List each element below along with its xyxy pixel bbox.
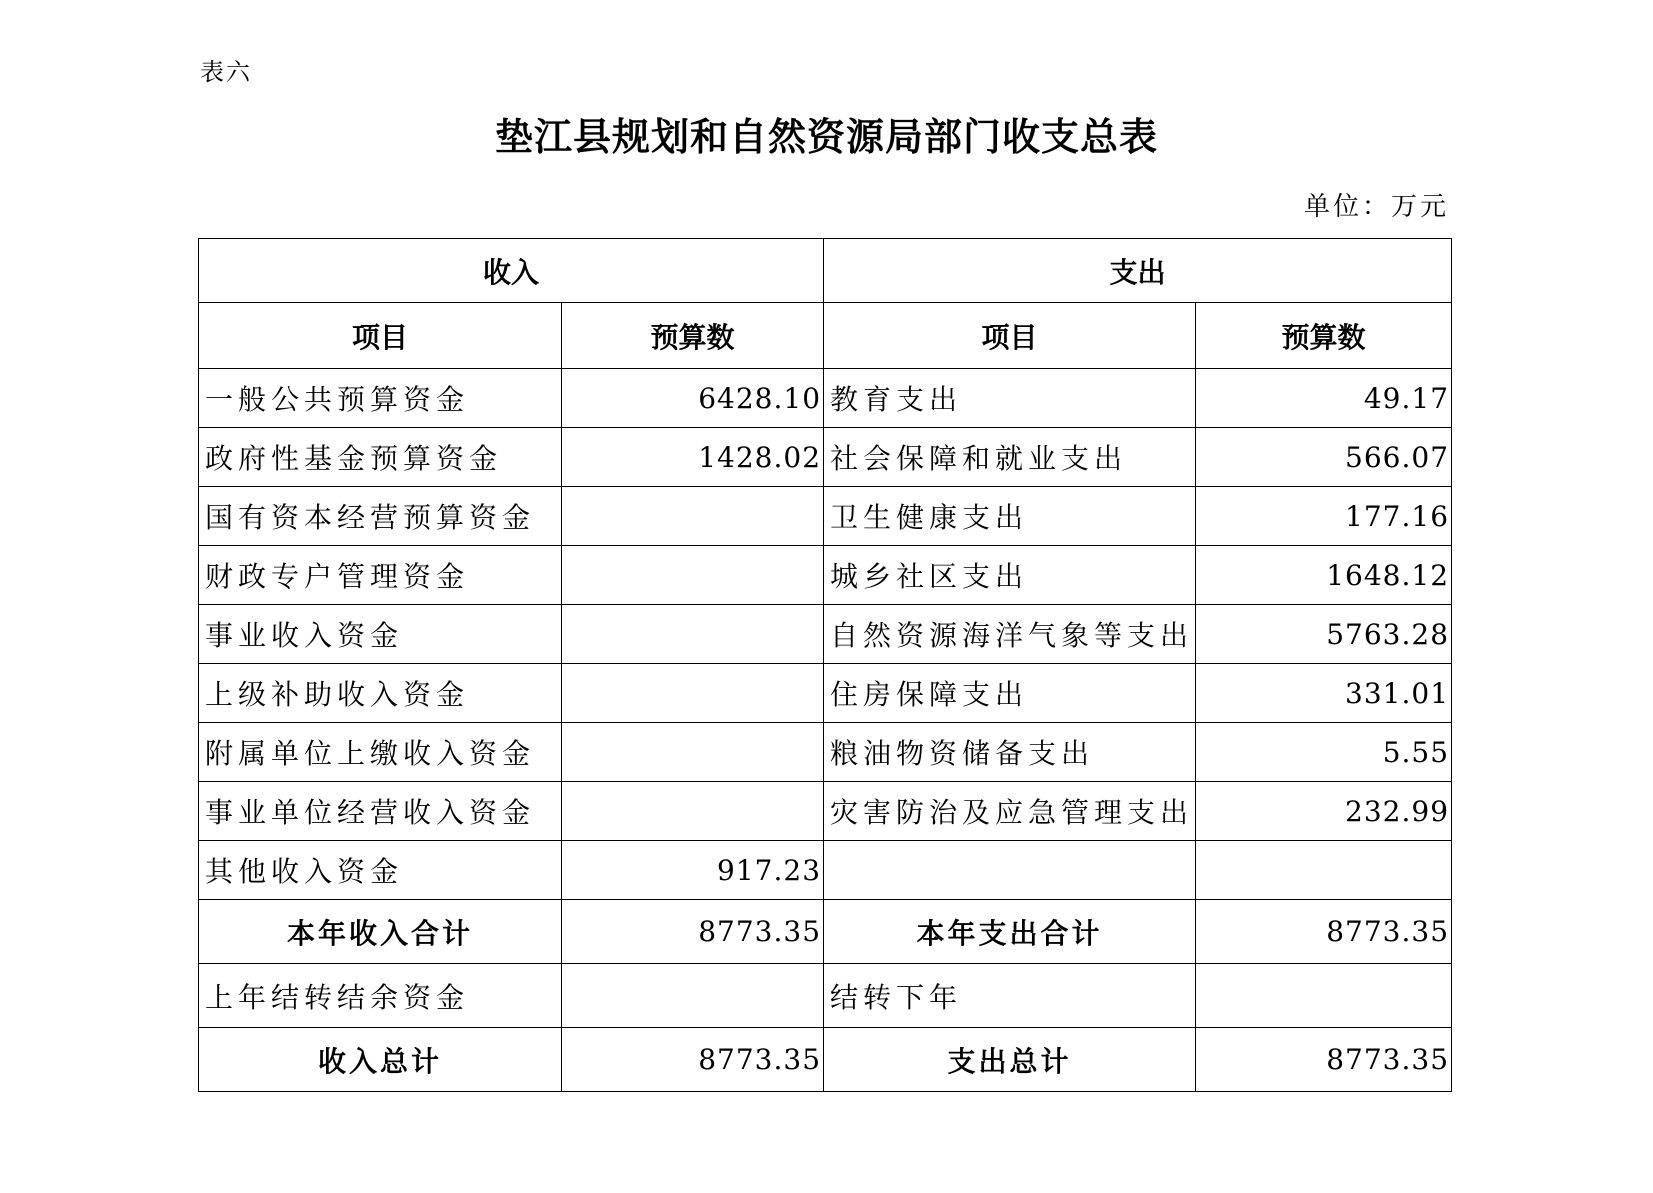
carryover-income-value (562, 964, 824, 1028)
income-item-cell: 一般公共预算资金 (199, 369, 562, 428)
income-value-cell: 6428.10 (562, 369, 824, 428)
grand-expense-total-value: 8773.35 (1196, 1028, 1452, 1092)
table-row (199, 782, 1452, 841)
table-row (199, 664, 1452, 723)
income-item-cell: 附属单位上缴收入资金 (199, 723, 562, 782)
table-row (199, 487, 1452, 546)
year-total-row (199, 900, 1452, 964)
income-item-cell: 财政专户管理资金 (199, 546, 562, 605)
table-row (199, 546, 1452, 605)
expense-group-header: 支出 (824, 239, 1452, 303)
expense-budget-header: 预算数 (1196, 303, 1452, 369)
expense-item-header: 项目 (824, 303, 1196, 369)
expense-item-cell: 城乡社区支出 (824, 546, 1196, 605)
expense-value-cell: 49.17 (1196, 369, 1452, 428)
expense-item-cell: 卫生健康支出 (824, 487, 1196, 546)
income-value-cell (562, 664, 824, 723)
year-expense-total-value: 8773.35 (1196, 900, 1452, 964)
year-income-total-value: 8773.35 (562, 900, 824, 964)
page-title: 垫江县规划和自然资源局部门收支总表 (494, 115, 1158, 159)
income-item-cell: 上级补助收入资金 (199, 664, 562, 723)
income-value-cell (562, 723, 824, 782)
year-income-total-label: 本年收入合计 (199, 900, 562, 964)
income-item-header: 项目 (199, 303, 562, 369)
table-row (199, 605, 1452, 664)
income-value-cell (562, 487, 824, 546)
carryover-expense-value (1196, 964, 1452, 1028)
expense-value-cell: 232.99 (1196, 782, 1452, 841)
income-value-cell (562, 782, 824, 841)
grand-expense-total-label: 支出总计 (824, 1028, 1196, 1092)
income-value-cell: 917.23 (562, 841, 824, 900)
income-value-cell (562, 546, 824, 605)
year-expense-total-label: 本年支出合计 (824, 900, 1196, 964)
table-row (199, 841, 1452, 900)
carryover-row (199, 964, 1452, 1028)
income-item-cell: 国有资本经营预算资金 (199, 487, 562, 546)
carryover-expense-item: 结转下年 (824, 964, 1196, 1028)
income-value-cell: 1428.02 (562, 428, 824, 487)
expense-value-cell: 5763.28 (1196, 605, 1452, 664)
income-item-cell: 其他收入资金 (199, 841, 562, 900)
group-header-row (199, 239, 1452, 303)
table-number-label: 表六 (200, 58, 252, 86)
income-budget-header: 预算数 (562, 303, 824, 369)
expense-value-cell: 177.16 (1196, 487, 1452, 546)
income-item-cell: 政府性基金预算资金 (199, 428, 562, 487)
income-group-header: 收入 (199, 239, 824, 303)
expense-item-cell: 自然资源海洋气象等支出 (824, 605, 1196, 664)
income-item-cell: 事业单位经营收入资金 (199, 782, 562, 841)
expense-item-cell: 教育支出 (824, 369, 1196, 428)
carryover-income-item: 上年结转结余资金 (199, 964, 562, 1028)
expense-value-cell: 5.55 (1196, 723, 1452, 782)
income-item-cell: 事业收入资金 (199, 605, 562, 664)
expense-value-cell: 566.07 (1196, 428, 1452, 487)
expense-item-cell: 粮油物资储备支出 (824, 723, 1196, 782)
expense-item-cell: 住房保障支出 (824, 664, 1196, 723)
expense-value-cell: 331.01 (1196, 664, 1452, 723)
income-expense-table (198, 238, 1452, 1092)
unit-label: 单位：万元 (1303, 192, 1449, 222)
expense-item-cell: 灾害防治及应急管理支出 (824, 782, 1196, 841)
expense-value-cell: 1648.12 (1196, 546, 1452, 605)
expense-item-cell (824, 841, 1196, 900)
income-value-cell (562, 605, 824, 664)
expense-value-cell (1196, 841, 1452, 900)
grand-income-total-value: 8773.35 (562, 1028, 824, 1092)
table-row (199, 723, 1452, 782)
grand-total-row (199, 1028, 1452, 1092)
table-row (199, 428, 1452, 487)
column-header-row (199, 303, 1452, 369)
table-row (199, 369, 1452, 428)
expense-item-cell: 社会保障和就业支出 (824, 428, 1196, 487)
grand-income-total-label: 收入总计 (199, 1028, 562, 1092)
